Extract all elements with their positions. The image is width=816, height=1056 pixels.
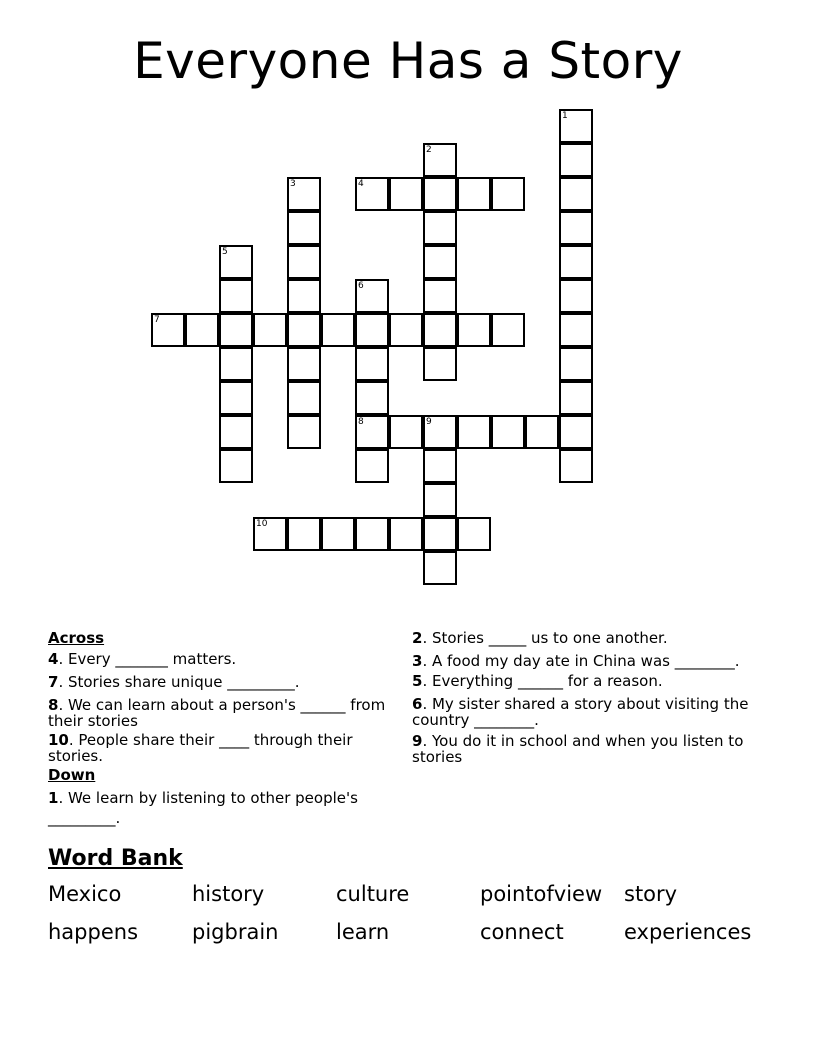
grid-cell[interactable] (321, 517, 355, 551)
clues-right (412, 630, 757, 772)
clue-across-10: 10. People share their ____ through their stories. (48, 731, 353, 765)
word-bank-item: Mexico (48, 882, 122, 906)
grid-cell[interactable] (287, 381, 321, 415)
grid-cell[interactable] (423, 177, 457, 211)
grid-cell[interactable] (423, 415, 457, 449)
grid-cell[interactable] (287, 279, 321, 313)
grid-cell[interactable] (559, 279, 593, 313)
clue-number: 3 (290, 179, 296, 189)
grid-cell[interactable] (185, 313, 219, 347)
word-bank-item: pigbrain (192, 920, 279, 944)
grid-cell[interactable] (491, 415, 525, 449)
page-title: Everyone Has a Story (133, 32, 683, 90)
grid-cell[interactable] (355, 177, 389, 211)
grid-cell[interactable] (287, 517, 321, 551)
clue-down-3: 3. A food my day ate in China was ________. (412, 652, 740, 670)
grid-cell[interactable] (219, 381, 253, 415)
clue-number: 1 (562, 111, 568, 121)
grid-cell[interactable] (423, 449, 457, 483)
grid-cell[interactable] (219, 313, 253, 347)
clue-number: 8 (358, 417, 364, 427)
grid-cell[interactable] (423, 551, 457, 585)
grid-cell[interactable] (559, 245, 593, 279)
grid-cell[interactable] (287, 177, 321, 211)
grid-cell[interactable] (287, 347, 321, 381)
clue-number: 2 (426, 145, 432, 155)
word-bank-item: connect (480, 920, 564, 944)
grid-cell[interactable] (151, 313, 185, 347)
grid-cell[interactable] (559, 347, 593, 381)
word-bank-item: happens (48, 920, 139, 944)
grid-cell[interactable] (355, 279, 389, 313)
grid-cell[interactable] (219, 347, 253, 381)
grid-cell[interactable] (423, 143, 457, 177)
grid-cell[interactable] (525, 415, 559, 449)
grid-cell[interactable] (423, 279, 457, 313)
clue-down-6: 6. My sister shared a story about visiting the country ________. (412, 695, 749, 729)
grid-cell[interactable] (389, 313, 423, 347)
clue-across-7: 7. Stories share unique _________. (48, 673, 300, 691)
clue-number: 9 (426, 417, 432, 427)
clues-left (48, 630, 393, 835)
grid-cell[interactable] (559, 109, 593, 143)
clue-number: 7 (154, 315, 160, 325)
grid-cell[interactable] (355, 313, 389, 347)
grid-cell[interactable] (389, 177, 423, 211)
word-bank-item: history (192, 882, 265, 906)
clue-down-2: 2. Stories _____ us to one another. (412, 629, 668, 647)
grid-cell[interactable] (321, 313, 355, 347)
grid-cell[interactable] (219, 449, 253, 483)
grid-cell[interactable] (355, 381, 389, 415)
grid-cell[interactable] (423, 211, 457, 245)
grid-cell[interactable] (559, 449, 593, 483)
clue-down-9: 9. You do it in school and when you listen to stories (412, 732, 744, 766)
grid-cell[interactable] (457, 313, 491, 347)
grid-cell[interactable] (559, 177, 593, 211)
grid-cell[interactable] (355, 449, 389, 483)
word-bank-item: story (624, 882, 678, 906)
clue-across-8: 8. We can learn about a person's ______ from their stories (48, 696, 386, 730)
grid-cell[interactable] (389, 517, 423, 551)
word-bank-title: Word Bank (48, 846, 183, 871)
word-bank-item: experiences (624, 920, 752, 944)
grid-cell[interactable] (559, 381, 593, 415)
grid-cell[interactable] (355, 347, 389, 381)
down-header: Down (48, 766, 96, 784)
grid-cell[interactable] (559, 143, 593, 177)
grid-cell[interactable] (491, 313, 525, 347)
grid-cell[interactable] (355, 517, 389, 551)
grid-cell[interactable] (253, 517, 287, 551)
across-header: Across (48, 629, 105, 647)
grid-cell[interactable] (287, 211, 321, 245)
grid-cell[interactable] (423, 483, 457, 517)
grid-cell[interactable] (559, 415, 593, 449)
clue-across-4: 4. Every _______ matters. (48, 650, 237, 668)
clue-number: 5 (222, 247, 228, 257)
grid-cell[interactable] (219, 245, 253, 279)
grid-cell[interactable] (491, 177, 525, 211)
clue-number: 4 (358, 179, 364, 189)
grid-cell[interactable] (219, 415, 253, 449)
grid-cell[interactable] (287, 313, 321, 347)
grid-cell[interactable] (457, 177, 491, 211)
grid-cell[interactable] (559, 313, 593, 347)
grid-cell[interactable] (423, 517, 457, 551)
grid-cell[interactable] (253, 313, 287, 347)
grid-cell[interactable] (355, 415, 389, 449)
grid-cell[interactable] (287, 415, 321, 449)
grid-cell[interactable] (457, 415, 491, 449)
clue-number: 10 (256, 519, 268, 529)
clue-down-5: 5. Everything ______ for a reason. (412, 672, 663, 690)
grid-cell[interactable] (423, 347, 457, 381)
word-bank-item: culture (336, 882, 410, 906)
grid-cell[interactable] (559, 211, 593, 245)
grid-cell[interactable] (389, 415, 423, 449)
grid-cell[interactable] (423, 245, 457, 279)
grid-cell[interactable] (219, 279, 253, 313)
clue-down-1: 1. We learn by listening to other people's _________. (48, 789, 358, 827)
grid-cell[interactable] (423, 313, 457, 347)
clue-number: 6 (358, 281, 364, 291)
grid-cell[interactable] (287, 245, 321, 279)
word-bank-item: learn (336, 920, 390, 944)
grid-cell[interactable] (457, 517, 491, 551)
word-bank-item: pointofview (480, 882, 603, 906)
